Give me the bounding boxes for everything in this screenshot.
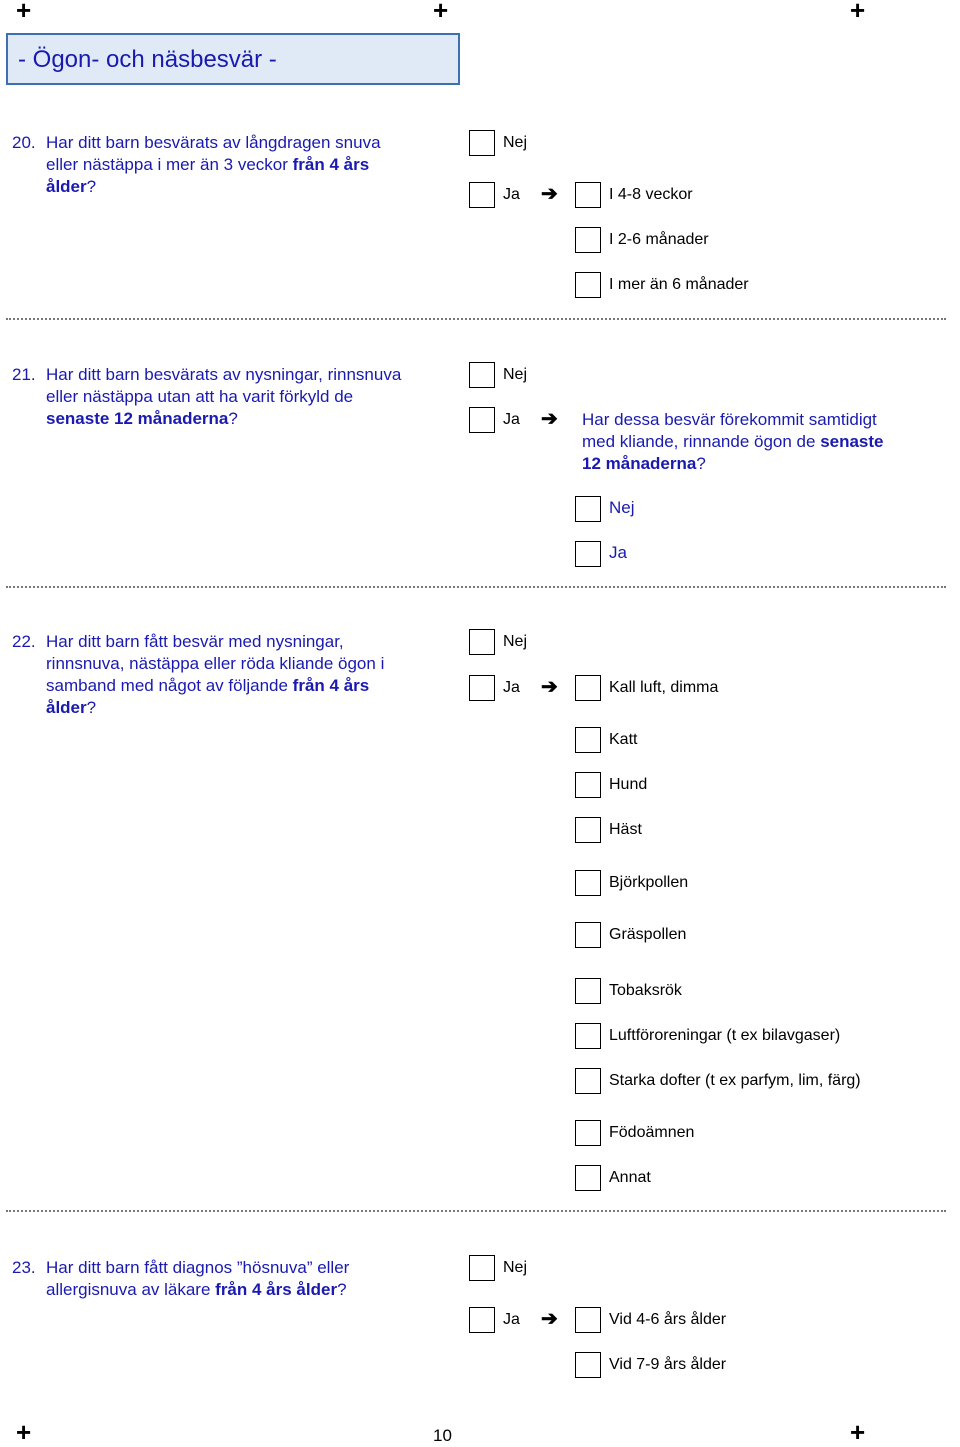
q20-followup-label: I mer än 6 månader — [609, 276, 749, 293]
question-text-line: ålder? — [46, 177, 97, 196]
q20-followup-label: I 4-8 veckor — [609, 186, 693, 203]
q21-nej-label: Nej — [503, 366, 528, 383]
q23-followup-checkbox[interactable] — [575, 1307, 601, 1333]
subquestion-text-line: Har dessa besvär förekommit samtidigt — [582, 410, 877, 429]
q20-nej-label: Nej — [503, 134, 528, 151]
question-number: 20. — [12, 133, 36, 152]
q22-trigger-checkbox[interactable] — [575, 1068, 601, 1094]
question-number: 22. — [12, 632, 36, 651]
q22-trigger-label: Björkpollen — [609, 874, 689, 891]
q22-trigger-checkbox[interactable] — [575, 675, 601, 701]
q20-followup-checkbox[interactable] — [575, 227, 601, 253]
question-number: 21. — [12, 365, 36, 384]
q23-followup-label: Vid 7-9 års ålder — [609, 1356, 727, 1373]
question-text-line: senaste 12 månaderna? — [46, 409, 238, 428]
arrow-right-icon: ➔ — [541, 183, 558, 205]
q20-ja-label: Ja — [503, 186, 520, 203]
q22-nej-label: Nej — [503, 633, 528, 650]
q22-trigger-checkbox[interactable] — [575, 817, 601, 843]
registration-mark: + — [850, 0, 866, 25]
question-text-line: Har ditt barn fått diagnos ”hösnuva” eller — [46, 1258, 350, 1277]
q22-trigger-label: Katt — [609, 731, 638, 748]
q21-sub-nej-checkbox[interactable] — [575, 496, 601, 522]
q23-ja-label: Ja — [503, 1311, 520, 1328]
q22-ja-label: Ja — [503, 679, 520, 696]
q22-trigger-label: Häst — [609, 821, 642, 838]
q23-followup-checkbox[interactable] — [575, 1352, 601, 1378]
page-number: 10 — [433, 1426, 452, 1445]
q20-followup-checkbox[interactable] — [575, 182, 601, 208]
q22-trigger-label: Kall luft, dimma — [609, 679, 719, 696]
registration-mark: + — [433, 0, 449, 25]
q22-nej-checkbox[interactable] — [469, 629, 495, 655]
q21-sub-nej-label: Nej — [609, 498, 635, 517]
section-title: - Ögon- och näsbesvär - — [18, 46, 277, 73]
q21-ja-checkbox[interactable] — [469, 407, 495, 433]
subquestion-text-line: med kliande, rinnande ögon de senaste — [582, 432, 884, 451]
q23-nej-checkbox[interactable] — [469, 1255, 495, 1281]
section-divider — [6, 586, 946, 588]
question-text-line: Har ditt barn besvärats av långdragen snuva — [46, 133, 381, 152]
registration-mark: + — [16, 1417, 32, 1447]
q22-trigger-label: Tobaksrök — [609, 982, 682, 999]
arrow-right-icon: ➔ — [541, 1308, 558, 1330]
question-22-text — [46, 631, 456, 719]
registration-mark: + — [16, 0, 32, 25]
question-20-text — [46, 132, 446, 198]
subquestion-text-line: 12 månaderna? — [582, 454, 706, 473]
question-21-text — [46, 364, 446, 430]
registration-mark: + — [850, 1417, 866, 1447]
q22-trigger-checkbox[interactable] — [575, 1023, 601, 1049]
q22-trigger-checkbox[interactable] — [575, 1120, 601, 1146]
q22-trigger-label: Hund — [609, 776, 648, 793]
q21-ja-label: Ja — [503, 411, 520, 428]
q21-sub-ja-label: Ja — [609, 543, 627, 562]
question-23-text — [46, 1257, 446, 1301]
arrow-right-icon: ➔ — [541, 676, 558, 698]
q21-nej-checkbox[interactable] — [469, 362, 495, 388]
q20-followup-label: I 2-6 månader — [609, 231, 709, 248]
q22-trigger-label: Luftföroreningar (t ex bilavgaser) — [609, 1027, 841, 1044]
q22-trigger-checkbox[interactable] — [575, 772, 601, 798]
question-text-line: Har ditt barn fått besvär med nysningar, — [46, 632, 344, 651]
q20-ja-checkbox[interactable] — [469, 182, 495, 208]
question-text-line: allergisnuva av läkare från 4 års ålder? — [46, 1280, 347, 1299]
q21-sub-ja-checkbox[interactable] — [575, 541, 601, 567]
question-text-line: rinnsnuva, nästäppa eller röda kliande ögon i — [46, 654, 385, 673]
question-text-line: ålder? — [46, 698, 97, 717]
question-text-line: eller nästäppa i mer än 3 veckor från 4 års — [46, 155, 370, 174]
q22-trigger-checkbox[interactable] — [575, 870, 601, 896]
q23-followup-label: Vid 4-6 års ålder — [609, 1311, 727, 1328]
q22-trigger-checkbox[interactable] — [575, 727, 601, 753]
question-text-line: Har ditt barn besvärats av nysningar, rinnsnuva — [46, 365, 402, 384]
section-divider — [6, 318, 946, 320]
arrow-right-icon: ➔ — [541, 408, 558, 430]
q22-trigger-checkbox[interactable] — [575, 978, 601, 1004]
question-text-line: eller nästäppa utan att ha varit förkyld de — [46, 387, 354, 406]
q22-trigger-checkbox[interactable] — [575, 922, 601, 948]
q22-trigger-label: Starka dofter (t ex parfym, lim, färg) — [609, 1072, 861, 1089]
q23-nej-label: Nej — [503, 1259, 528, 1276]
q22-trigger-checkbox[interactable] — [575, 1165, 601, 1191]
q20-followup-checkbox[interactable] — [575, 272, 601, 298]
q22-trigger-label: Gräspollen — [609, 926, 687, 943]
section-divider — [6, 1210, 946, 1212]
question-number: 23. — [12, 1258, 36, 1277]
q22-trigger-label: Födoämnen — [609, 1124, 695, 1141]
q22-ja-checkbox[interactable] — [469, 675, 495, 701]
q20-nej-checkbox[interactable] — [469, 130, 495, 156]
q22-trigger-label: Annat — [609, 1169, 651, 1186]
q23-ja-checkbox[interactable] — [469, 1307, 495, 1333]
question-text-line: samband med något av följande från 4 års — [46, 676, 370, 695]
q21-subquestion-text — [582, 409, 884, 475]
